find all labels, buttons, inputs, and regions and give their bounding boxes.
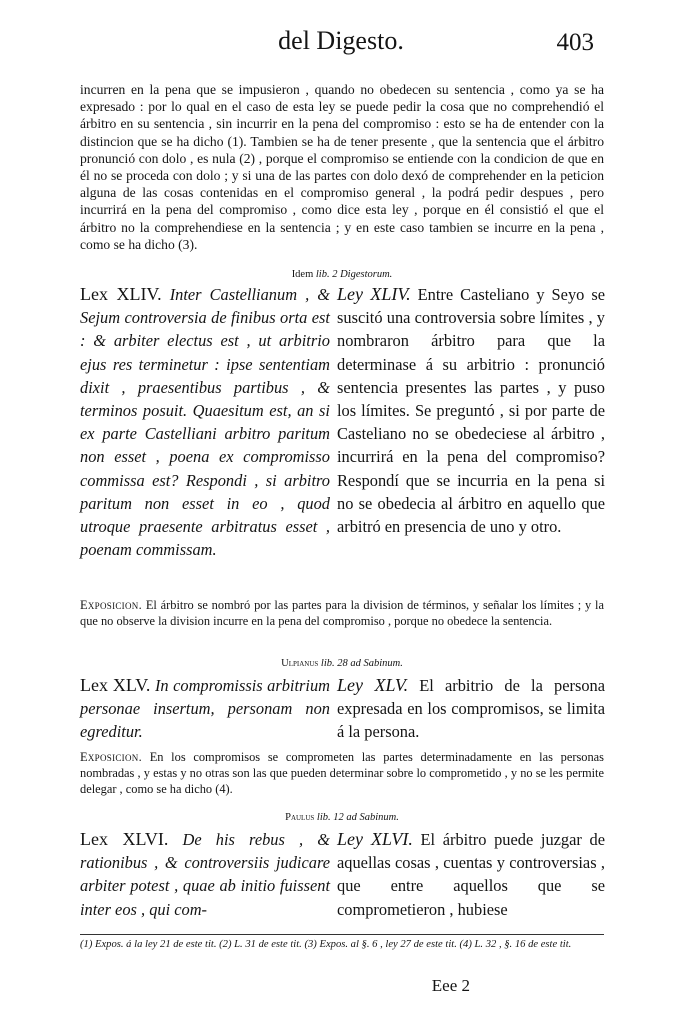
spanish-text xyxy=(337,828,605,921)
signature-mark: Eee 2 xyxy=(431,976,470,995)
law-label-latin: Lex XLV. xyxy=(80,675,151,695)
latin-body: De his rebus , & rationibus , & controversiis judicare arbiter potest , quae ab initio fuissent inter eos , qui com- xyxy=(80,830,330,919)
law-source xyxy=(80,268,604,281)
law-source xyxy=(80,657,604,670)
law-label-spanish: Ley XLIV. xyxy=(337,284,411,304)
exposicion-text: En los compromisos se comprometen las partes determinadamente en las personas nombradas , y estas y no otras son las que pueden determinar sobre lo comprometido , y no se les permite delegar , como se ha dicho (4). xyxy=(80,750,604,796)
exposicion-text: El árbitro se nombró por las partes para la division de términos, y señalar los límites ; y la que no observe la division incurre en la pena del compromiso , porque no obedece la sentencia. xyxy=(80,598,604,628)
latin-body: In compromissis arbitrium personae insertum, personam non egreditur. xyxy=(80,676,330,742)
law-label-spanish: Ley XLV. xyxy=(337,675,409,695)
source-ref: lib. 2 Digestorum. xyxy=(315,269,393,280)
running-title: del Digesto. xyxy=(278,26,404,55)
law-source xyxy=(80,811,604,824)
spanish-body: El árbitro puede juzgar de aquellas cosas , cuentas y controversias , que entre aquellos que se comprometieron , hubiese xyxy=(337,830,605,919)
footnote-rule xyxy=(80,934,604,935)
source-ref: lib. 12 ad Sabinum. xyxy=(316,812,399,823)
exposicion-label: Exposicion. xyxy=(80,750,142,764)
latin-text xyxy=(80,283,330,561)
exposicion xyxy=(80,750,604,797)
law-label-spanish: Ley XLVI. xyxy=(337,829,413,849)
source-author: Idem xyxy=(291,269,314,280)
page-number: 403 xyxy=(556,29,594,56)
source-author: Ulpianus xyxy=(281,658,319,669)
latin-text xyxy=(80,828,330,921)
source-ref: lib. 28 ad Sabinum. xyxy=(320,658,403,669)
exposicion-label: Exposicion. xyxy=(80,598,142,612)
spanish-text xyxy=(337,674,605,744)
intro-paragraph: incurren en la pena que se impusieron , quando no obedecen su sentencia , como ya se ha expresado : por lo qual en el caso de esta ley se puede pedir la cosa que no comprehendió el árbitro en su sentencia , sin incurrir en la pena del compromiso : esto se ha de entender con la distincion que se ha dicho (1). Tambien se ha de tener presente , que la sentencia que el árbitro pronunció con dolo , es nula (2) , porque el compromiso se entiende con la condicion de que en él no se proceda con dolo ; y si una de las partes con dolo dexó de comprehender en la peticion alguna de las cosas contenidas en el compromiso general , la podrá pedir despues , pero incurrirá en la pena del compromiso , como dice esta ley , porque en él consistió el que el árbitro no la comprehendiese en la sentencia ; y en este caso tambien se incurre en la pena , como se ha dicho (3). xyxy=(80,82,604,252)
source-author: Paulus xyxy=(285,812,315,823)
spanish-body: Entre Casteliano y Seyo se suscitó una controversia sobre límites , y nombraron árbitro para que la determinase á su arbitrio : pronunció sentencia presentes las partes , y puso los límites. Se preguntó , si por parte de Casteliano no se obedeciese al árbitro , incurrirá en la pena del compromiso? Respondí que se incurria en la pena si no se obedecia al árbitro en aquello que arbitró en presencia de uno y otro. xyxy=(337,285,606,537)
footnotes: (1) Expos. á la ley 21 de este tit. (2) L. 31 de este tit. (3) Expos. al §. 6 , ley 27 de este tit. (4) L. 32 , §. 16 de este tit. xyxy=(80,939,572,950)
law-label-latin: Lex XLVI. xyxy=(80,829,169,849)
exposicion xyxy=(80,598,604,630)
spanish-body: El arbitrio de la persona expresada en los compromisos, se limita á la persona. xyxy=(337,676,605,742)
spanish-text xyxy=(337,283,605,538)
latin-body: Inter Castellianum , & Sejum controversia de finibus orta est : & arbiter electus est , ut arbitrio ejus res terminetur : ipse sententiam dixit , praesentibus partibus , & terminos posuit. Quaesitum est, an si ex parte Castelliani arbitro paritum non esset , poena ex compromisso commissa est? Respondi , si arbitro paritum non esset in eo , quod utroque praesente arbitratus esset , poenam commissam. xyxy=(80,285,330,560)
latin-text xyxy=(80,674,330,744)
law-label-latin: Lex XLIV. xyxy=(80,284,162,304)
